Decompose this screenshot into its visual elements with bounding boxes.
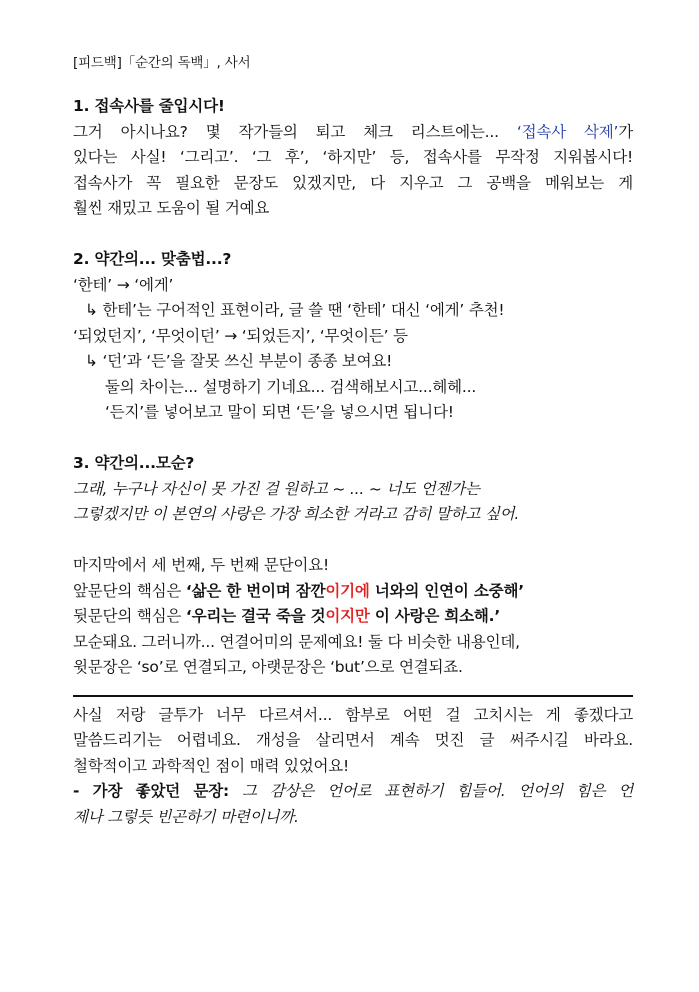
section-2-line-5: 둘의 차이는... 설명하기 기네요... 검색해보시고...헤헤... <box>105 377 477 396</box>
closing-line-1: 사실 저랑 글투가 너무 다르셔서... 함부로 어떤 걸 고치시는 게 좋겠다고 <box>73 705 633 724</box>
section-2-line-6: ‘든지’를 넣어보고 말이 되면 ‘든’을 넣으시면 됩니다! <box>105 403 454 421</box>
section-3-para-2 <box>73 579 633 605</box>
section-2-line-2: ↳ 한테’는 구어적인 표현이라, 글 쓸 땐 ‘한테’ 대신 ‘에게’ 추천! <box>85 301 505 319</box>
bold-run: 이 사랑은 희소해.’ <box>369 607 501 625</box>
bold-run: 너와의 인연이 소중해’ <box>369 581 524 600</box>
text-run: 앞문단의 핵심은 <box>73 581 186 600</box>
section-3-para-4: 모순돼요. 그러니까... 연결어미의 문제예요! 둘 다 비슷한 내용인데, <box>73 632 520 651</box>
best-sentence-text: 그 감상은 언어로 표현하기 힘들어. 언어의 힘은 언 <box>228 782 633 800</box>
text-run: 뒷문단의 핵심은 <box>73 607 186 625</box>
section-3-para-3 <box>73 604 633 630</box>
section-1-title: 1. 접속사를 줄입시다! <box>73 97 225 115</box>
section-1-line-3: 접속사가 꼭 필요한 문장도 있겠지만, 다 지우고 그 공백을 메워보는 게 <box>73 173 633 192</box>
section-1-line-1 <box>73 120 633 146</box>
spacer <box>73 528 633 554</box>
spacer <box>73 426 633 452</box>
divider <box>73 695 633 697</box>
quote-line-1: 그래, 누구나 자신이 못 가진 걸 원하고 ~ ... ~ 너도 언젠가는 <box>73 479 480 498</box>
closing-line-2: 말씀드리기는 어렵네요. 개성을 살리면서 계속 멋진 글 써주시길 바라요. <box>73 731 633 749</box>
section-1-line-4: 훨씬 재밌고 도움이 될 거예요 <box>73 199 270 217</box>
section-1-line-2: 있다는 사실! ‘그리고’. ‘그 후’, ‘하지만’ 등, 접속사를 무작정 지워봅시다! <box>73 148 633 166</box>
document-page <box>73 52 633 830</box>
quote-line-2: 그렇겠지만 이 본연의 사랑은 가장 희소한 거라고 감히 말하고 싶어. <box>73 505 520 523</box>
section-2-title: 2. 약간의... 맞춤법...? <box>73 250 232 268</box>
highlight-conjunction-delete: ‘접속사 삭제’ <box>516 122 619 141</box>
best-sentence-line-1 <box>73 779 633 805</box>
closing-line-3: 철학적이고 과학적인 점이 매력 있었어요! <box>73 756 350 775</box>
section-3-title: 3. 약간의...모순? <box>73 454 195 472</box>
text-run: 그거 아시나요? 몇 작가들의 퇴고 체크 리스트에는... <box>73 122 517 141</box>
red-highlight: 이기에 <box>325 581 370 600</box>
best-sentence-label: - 가장 좋았던 문장: <box>73 782 229 800</box>
section-2-line-1: ‘한테’ → ‘에게’ <box>73 275 174 294</box>
red-highlight: 이지만 <box>325 607 370 625</box>
spacer <box>73 222 633 248</box>
section-3-para-5: 윗문장은 ‘so’로 연결되고, 아랫문장은 ‘but’으로 연결되죠. <box>73 658 463 676</box>
section-2-line-3: ‘되었던지’, ‘무엇이던’ → ‘되었든지’, ‘무엇이든’ 등 <box>73 326 408 345</box>
best-sentence-line-2: 제나 그렇듯 빈곤하기 마련이니까. <box>73 807 299 826</box>
section-2-line-4: ↳ ‘던’과 ‘든’을 잘못 쓰신 부분이 종종 보여요! <box>85 352 393 370</box>
bold-run: ‘삶은 한 번이며 잠깐 <box>185 581 326 600</box>
document-header: [피드백]「순간의 독백」, 사서 <box>73 55 251 71</box>
text-run: 가 <box>618 122 634 141</box>
section-3-para-1: 마지막에서 세 번째, 두 번째 문단이요! <box>73 556 329 574</box>
bold-run: ‘우리는 결국 죽을 것 <box>185 607 326 625</box>
